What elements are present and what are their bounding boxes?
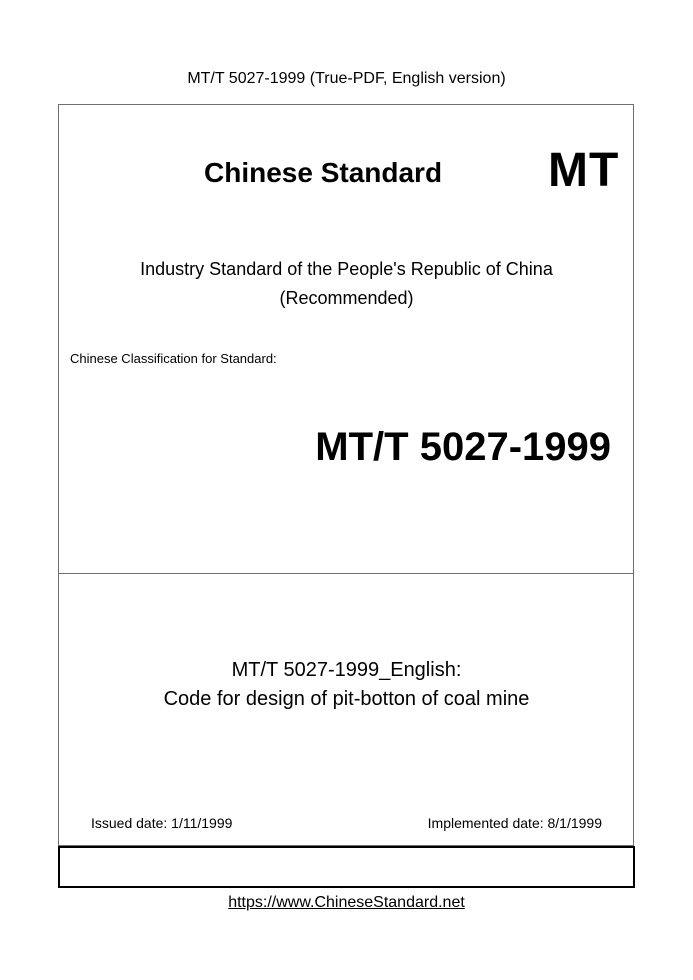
chinese-standard-heading: Chinese Standard — [204, 157, 443, 188]
implemented-date: Implemented date: 8/1/1999 — [427, 815, 602, 831]
website-link[interactable]: https://www.ChineseStandard.net — [228, 894, 465, 911]
website-link-wrapper — [0, 894, 693, 912]
document-title-line2: Code for design of pit-botton of coal mine — [163, 688, 530, 710]
cover-footer-box — [58, 846, 635, 888]
classification-label: Chinese Classification for Standard: — [70, 351, 277, 366]
page-header-title: MT/T 5027-1999 (True-PDF, English version) — [187, 70, 506, 87]
document-title-line1: MT/T 5027-1999_English: — [231, 659, 462, 681]
issued-date: Issued date: 1/11/1999 — [91, 815, 233, 831]
standard-mark: MT — [548, 144, 620, 197]
industry-standard-line: Industry Standard of the People's Republic of China — [140, 259, 553, 279]
recommended-label: (Recommended) — [279, 288, 414, 308]
standard-number: MT/T 5027-1999 — [315, 425, 611, 469]
